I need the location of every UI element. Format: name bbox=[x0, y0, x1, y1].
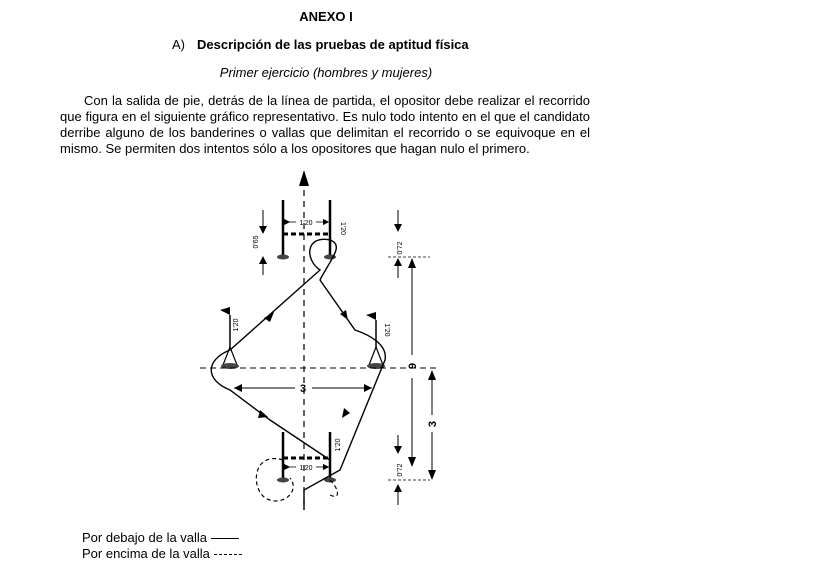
legend-above bbox=[82, 546, 242, 561]
dashed-line-icon bbox=[214, 554, 242, 555]
start-arrow bbox=[299, 170, 309, 186]
solid-line-icon bbox=[211, 538, 239, 539]
bottom-fence-height-label: 1'20 bbox=[335, 438, 342, 452]
right-flag-height-label: 1'20 bbox=[383, 323, 390, 337]
legend-below bbox=[82, 530, 239, 545]
top-fence-height-label: 1'20 bbox=[339, 222, 346, 236]
path-arrow bbox=[264, 312, 274, 322]
section-letter: A) bbox=[172, 37, 185, 52]
left-flag-height-label: 1'20 bbox=[233, 318, 240, 332]
legend-above-label: Por encima de la valla bbox=[82, 546, 210, 561]
top-fence bbox=[277, 200, 336, 260]
annex-title: ANEXO I bbox=[299, 9, 353, 24]
bottom-right-dim-label: 0'72 bbox=[397, 463, 404, 477]
legend-below-label: Por debajo de la valla bbox=[82, 530, 208, 545]
half-distance-label: 3 bbox=[427, 420, 439, 428]
path-arrow bbox=[258, 410, 268, 418]
top-left-dimension bbox=[259, 210, 267, 275]
section-title: Descripción de las pruebas de aptitud física bbox=[197, 37, 469, 52]
left-flag bbox=[220, 307, 239, 369]
course-diagram bbox=[190, 160, 450, 515]
horizontal-distance-label: 3 bbox=[299, 383, 307, 395]
bottom-fence-width-label: 1'20 bbox=[299, 465, 313, 472]
section-heading bbox=[172, 37, 469, 52]
exercise-title: Primer ejercicio (hombres y mujeres) bbox=[219, 65, 433, 80]
path-arrow bbox=[342, 408, 350, 418]
total-distance-dimension bbox=[408, 258, 416, 467]
top-left-dim-label: 0'65 bbox=[253, 235, 260, 249]
bottom-fence bbox=[277, 432, 336, 483]
description-paragraph: Con la salida de pie, detrás de la línea de partida, el opositor debe realizar el recorrido que figura en el siguiente gráfico representativo. Es nulo todo intento en el que el candidato derribe alguno de los banderines o vallas que delimitan el recorrido o se equivoque en el mismo. Se permiten dos intentos sólo a los opositores que hagan nulo el primero. bbox=[60, 93, 590, 156]
course-path-solid bbox=[211, 239, 385, 510]
top-right-dim-label: 0'72 bbox=[397, 241, 404, 255]
top-fence-width-label: 1'20 bbox=[299, 220, 313, 227]
bottom-right-dimension bbox=[388, 435, 430, 505]
total-distance-label: 9 bbox=[407, 362, 419, 370]
